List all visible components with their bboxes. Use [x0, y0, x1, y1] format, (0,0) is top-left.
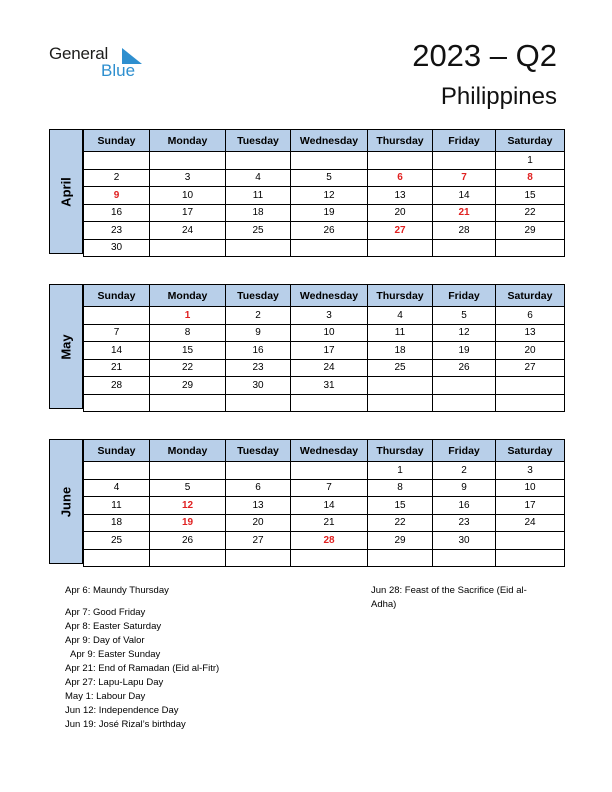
day-cell: 27 — [496, 359, 565, 377]
day-cell: 1 — [368, 462, 433, 480]
day-cell — [291, 462, 368, 480]
day-cell: 22 — [368, 514, 433, 532]
day-cell — [226, 239, 291, 257]
logo-text-blue: Blue — [101, 61, 136, 80]
day-cell: 14 — [433, 187, 496, 205]
day-cell — [433, 239, 496, 257]
day-cell: 15 — [150, 342, 226, 360]
week-row — [84, 152, 565, 170]
holiday-note: Apr 27: Lapu-Lapu Day — [65, 677, 164, 688]
day-cell: 12 — [150, 497, 226, 515]
day-cell: 2 — [226, 307, 291, 325]
holiday-note: Apr 21: End of Ramadan (Eid al-Fitr) — [65, 663, 220, 674]
weekday-header: Saturday — [496, 130, 565, 152]
day-cell: 23 — [433, 514, 496, 532]
weekday-header: Wednesday — [291, 285, 368, 307]
day-cell — [368, 239, 433, 257]
holiday-note: Jun 12: Independence Day — [65, 705, 179, 716]
day-cell: 11 — [226, 187, 291, 205]
logo-text-general: General — [49, 44, 109, 63]
day-cell: 28 — [84, 377, 150, 395]
day-cell — [150, 152, 226, 170]
weekday-header: Tuesday — [226, 130, 291, 152]
day-cell: 31 — [291, 377, 368, 395]
day-cell: 8 — [150, 324, 226, 342]
weekday-header: Friday — [433, 285, 496, 307]
day-cell: 16 — [433, 497, 496, 515]
weekday-header: Tuesday — [226, 440, 291, 462]
weekday-header: Tuesday — [226, 285, 291, 307]
weekday-header: Sunday — [84, 285, 150, 307]
day-cell: 25 — [368, 359, 433, 377]
day-cell — [496, 532, 565, 550]
weekday-header: Friday — [433, 130, 496, 152]
day-cell: 6 — [226, 479, 291, 497]
day-cell — [433, 377, 496, 395]
day-cell — [84, 549, 150, 567]
day-cell — [291, 239, 368, 257]
month-may — [49, 284, 564, 411]
country-name: Philippines — [440, 83, 557, 110]
day-cell: 7 — [433, 169, 496, 187]
day-cell — [84, 394, 150, 412]
day-cell — [368, 152, 433, 170]
day-cell: 3 — [150, 169, 226, 187]
day-cell — [368, 377, 433, 395]
week-row — [84, 497, 565, 515]
day-cell: 17 — [150, 204, 226, 222]
day-cell — [150, 462, 226, 480]
weekday-header: Thursday — [368, 440, 433, 462]
day-cell: 3 — [496, 462, 565, 480]
weekday-header: Friday — [433, 440, 496, 462]
holiday-note: Apr 8: Easter Saturday — [65, 621, 162, 632]
calendar-grid — [83, 129, 565, 257]
day-cell: 23 — [226, 359, 291, 377]
day-cell — [496, 549, 565, 567]
day-cell — [150, 394, 226, 412]
day-cell: 5 — [291, 169, 368, 187]
week-row — [84, 169, 565, 187]
day-cell: 15 — [496, 187, 565, 205]
day-cell: 19 — [291, 204, 368, 222]
day-cell: 20 — [226, 514, 291, 532]
day-cell: 1 — [150, 307, 226, 325]
page-title: 2023 – Q2 — [412, 38, 557, 73]
holiday-note: Apr 9: Day of Valor — [65, 635, 145, 646]
day-cell: 20 — [496, 342, 565, 360]
day-cell: 3 — [291, 307, 368, 325]
week-row — [84, 377, 565, 395]
day-cell: 24 — [291, 359, 368, 377]
day-cell: 30 — [84, 239, 150, 257]
weekday-header: Sunday — [84, 440, 150, 462]
day-cell: 1 — [496, 152, 565, 170]
day-cell: 22 — [150, 359, 226, 377]
day-cell — [291, 152, 368, 170]
day-cell: 5 — [433, 307, 496, 325]
day-cell: 21 — [291, 514, 368, 532]
holiday-note: May 1: Labour Day — [65, 691, 146, 702]
day-cell: 13 — [226, 497, 291, 515]
day-cell: 27 — [226, 532, 291, 550]
day-cell — [496, 394, 565, 412]
month-april — [49, 129, 564, 256]
day-cell: 28 — [433, 222, 496, 240]
day-cell: 19 — [433, 342, 496, 360]
day-cell: 21 — [433, 204, 496, 222]
month-label-box — [49, 439, 83, 564]
day-cell — [226, 152, 291, 170]
day-cell: 29 — [368, 532, 433, 550]
day-cell: 12 — [291, 187, 368, 205]
day-cell: 29 — [496, 222, 565, 240]
week-row — [84, 204, 565, 222]
month-label: April — [58, 176, 74, 207]
day-cell — [496, 239, 565, 257]
week-row — [84, 532, 565, 550]
day-cell: 24 — [150, 222, 226, 240]
day-cell: 13 — [496, 324, 565, 342]
holiday-note: Jun 19: José Rizal’s birthday — [65, 719, 186, 730]
day-cell — [368, 549, 433, 567]
day-cell: 17 — [496, 497, 565, 515]
day-cell: 6 — [368, 169, 433, 187]
day-cell: 30 — [433, 532, 496, 550]
day-cell: 7 — [84, 324, 150, 342]
day-cell: 14 — [84, 342, 150, 360]
day-cell — [433, 152, 496, 170]
day-cell: 26 — [433, 359, 496, 377]
day-cell: 23 — [84, 222, 150, 240]
day-cell — [291, 549, 368, 567]
day-cell: 2 — [84, 169, 150, 187]
day-cell: 16 — [84, 204, 150, 222]
day-cell: 6 — [496, 307, 565, 325]
weekday-header: Wednesday — [291, 440, 368, 462]
day-cell: 10 — [496, 479, 565, 497]
holiday-notes-left — [65, 584, 219, 732]
day-cell: 24 — [496, 514, 565, 532]
day-cell: 5 — [150, 479, 226, 497]
day-cell — [84, 152, 150, 170]
day-cell: 28 — [291, 532, 368, 550]
day-cell — [291, 394, 368, 412]
day-cell: 22 — [496, 204, 565, 222]
weekday-header: Sunday — [84, 130, 150, 152]
day-cell: 18 — [226, 204, 291, 222]
day-cell — [226, 549, 291, 567]
day-cell: 10 — [291, 324, 368, 342]
week-row — [84, 324, 565, 342]
day-cell: 13 — [368, 187, 433, 205]
day-cell: 8 — [496, 169, 565, 187]
day-cell: 11 — [368, 324, 433, 342]
day-cell: 25 — [226, 222, 291, 240]
day-cell: 29 — [150, 377, 226, 395]
month-label-box — [49, 284, 83, 409]
day-cell: 14 — [291, 497, 368, 515]
week-row — [84, 462, 565, 480]
day-cell: 4 — [84, 479, 150, 497]
day-cell: 25 — [84, 532, 150, 550]
week-row — [84, 359, 565, 377]
weekday-header: Saturday — [496, 440, 565, 462]
month-label-box — [49, 129, 83, 254]
week-row — [84, 239, 565, 257]
day-cell: 30 — [226, 377, 291, 395]
calendar-grid — [83, 439, 565, 567]
holiday-notes-right — [371, 584, 551, 612]
day-cell — [433, 549, 496, 567]
calendar-grid — [83, 284, 565, 412]
day-cell — [226, 462, 291, 480]
month-label: May — [58, 333, 74, 360]
day-cell: 4 — [226, 169, 291, 187]
holiday-note: Apr 7: Good Friday — [65, 607, 146, 618]
day-cell: 21 — [84, 359, 150, 377]
day-cell: 26 — [291, 222, 368, 240]
day-cell: 27 — [368, 222, 433, 240]
day-cell: 26 — [150, 532, 226, 550]
month-label: June — [58, 486, 74, 517]
day-cell — [433, 394, 496, 412]
week-row — [84, 514, 565, 532]
day-cell — [84, 462, 150, 480]
day-cell: 19 — [150, 514, 226, 532]
week-row — [84, 549, 565, 567]
day-cell — [84, 307, 150, 325]
day-cell — [496, 377, 565, 395]
day-cell: 12 — [433, 324, 496, 342]
weekday-header: Monday — [150, 130, 226, 152]
week-row — [84, 394, 565, 412]
day-cell: 7 — [291, 479, 368, 497]
week-row — [84, 187, 565, 205]
week-row — [84, 222, 565, 240]
day-cell: 2 — [433, 462, 496, 480]
day-cell — [368, 394, 433, 412]
weekday-header: Monday — [150, 285, 226, 307]
day-cell: 9 — [433, 479, 496, 497]
day-cell: 18 — [84, 514, 150, 532]
day-cell: 15 — [368, 497, 433, 515]
week-row — [84, 307, 565, 325]
weekday-header: Saturday — [496, 285, 565, 307]
day-cell: 17 — [291, 342, 368, 360]
month-june — [49, 439, 564, 566]
weekday-header: Thursday — [368, 130, 433, 152]
day-cell: 9 — [84, 187, 150, 205]
week-row — [84, 342, 565, 360]
day-cell — [150, 239, 226, 257]
day-cell: 20 — [368, 204, 433, 222]
holiday-note: Apr 6: Maundy Thursday — [65, 585, 169, 596]
day-cell: 16 — [226, 342, 291, 360]
day-cell: 10 — [150, 187, 226, 205]
week-row — [84, 479, 565, 497]
day-cell: 11 — [84, 497, 150, 515]
day-cell — [150, 549, 226, 567]
weekday-header: Thursday — [368, 285, 433, 307]
holiday-note: Apr 9: Easter Sunday — [70, 649, 161, 660]
day-cell — [226, 394, 291, 412]
holiday-note: Jun 28: Feast of the Sacrifice (Eid al-Adha) — [371, 585, 527, 610]
day-cell: 18 — [368, 342, 433, 360]
day-cell: 4 — [368, 307, 433, 325]
weekday-header: Wednesday — [291, 130, 368, 152]
logo — [49, 44, 159, 84]
day-cell: 8 — [368, 479, 433, 497]
weekday-header: Monday — [150, 440, 226, 462]
day-cell: 9 — [226, 324, 291, 342]
